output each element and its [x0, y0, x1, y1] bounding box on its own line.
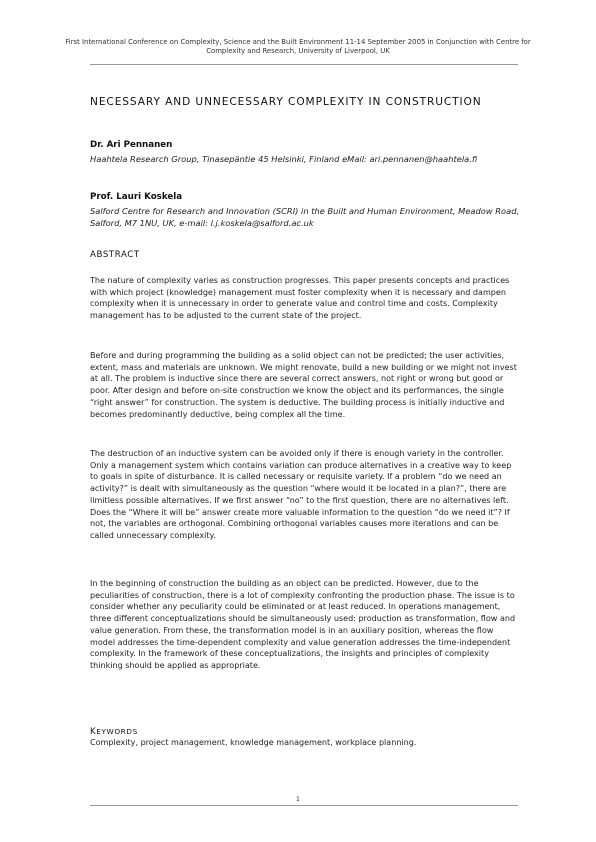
- author-affiliation-2: Salford Centre for Research and Innovation (SCRI) in the Built and Human Environment, Meadow Road, Salford, M7 1NU, UK, e-mail: l.j.koskela@salford.ac.uk: [90, 206, 520, 228]
- conference-header: First International Conference on Complexity, Science and the Built Environment 11-14 September 2005 in Conjunction with Centre for Complexity and Research, University of Liverpool, UK: [65, 38, 531, 55]
- abstract-paragraph-3: The destruction of an inductive system can be avoided only if there is enough variety in the controller. Only a management system which contains variation can produce alternatives in a creative way to keep to goals in spite of disturbance. It is called necessary or requisite variety. If a problem “do we need an activity?” is dealt with simultaneously as the question “where would it be located in a plan?”, there are limitless possible alternatives. If we first answer “no” to the first question, there are no alternatives left. Does the “Where it will be” answer create more valuable information to the question “do we need it”? If not, the variables are orthogonal. Combining orthogonal variables causes more iterations and can be called unnecessary complexity.: [90, 449, 512, 540]
- abstract-paragraph-2: Before and during programming the building as a solid object can not be predicted; the user activities, extent, mass and materials are unknown. We might renovate, build a new building or we might not invest at all. The problem is inductive since there are several correct answers, not right or wrong but good or poor. After design and before on-site construction we know the object and its performances, the single “right answer” for construction. The system is deductive. The building process is initially inductive and becomes predominantly deductive, being complex all the time.: [90, 351, 517, 419]
- abstract-heading: ABSTRACT: [90, 250, 140, 260]
- footer-rule: [90, 805, 518, 806]
- author-name-1: Dr. Ari Pennanen: [90, 140, 173, 150]
- keywords-heading: [90, 727, 138, 737]
- header-rule: [90, 64, 518, 65]
- abstract-paragraph-1: The nature of complexity varies as construction progresses. This paper presents concepts and practices with which project (knowledge) management must foster complexity when it is necessary and dampen complexity when it is unnecessary in order to generate value and control time and costs. Complexity management has to be adjusted to the current state of the project.: [90, 276, 510, 321]
- page-number: 1: [295, 795, 301, 803]
- keywords-heading-rest: EYWORDS: [96, 727, 138, 736]
- author-affiliation-1: Haahtela Research Group, Tinasepäntie 45 Helsinki, Finland eMail: ari.pennanen@haahtela.fi: [90, 154, 478, 164]
- abstract-paragraph-4: In the beginning of construction the building as an object can be predicted. However, due to the peculiarities of construction, there is a lot of complexity confronting the production phase. The issue is to consider whether any peculiarity could be eliminated or at least reduced. In operations management, three different conceptualizations should be simultaneously used: production as transformation, flow and value generation. From these, the transformation model is in an auxiliary position, whereas the flow model addresses the time-dependent complexity and value generation addresses the time-independent complexity. In the framework of these conceptualizations, the insights and principles of complexity thinking should be applied as appropriate.: [90, 579, 516, 670]
- author-name-2: Prof. Lauri Koskela: [90, 192, 183, 202]
- paper-title: NECESSARY AND UNNECESSARY COMPLEXITY IN CONSTRUCTION: [90, 96, 482, 108]
- keywords-text: Complexity, project management, knowledge management, workplace planning.: [90, 738, 417, 747]
- keywords-heading-initial: K: [90, 727, 97, 737]
